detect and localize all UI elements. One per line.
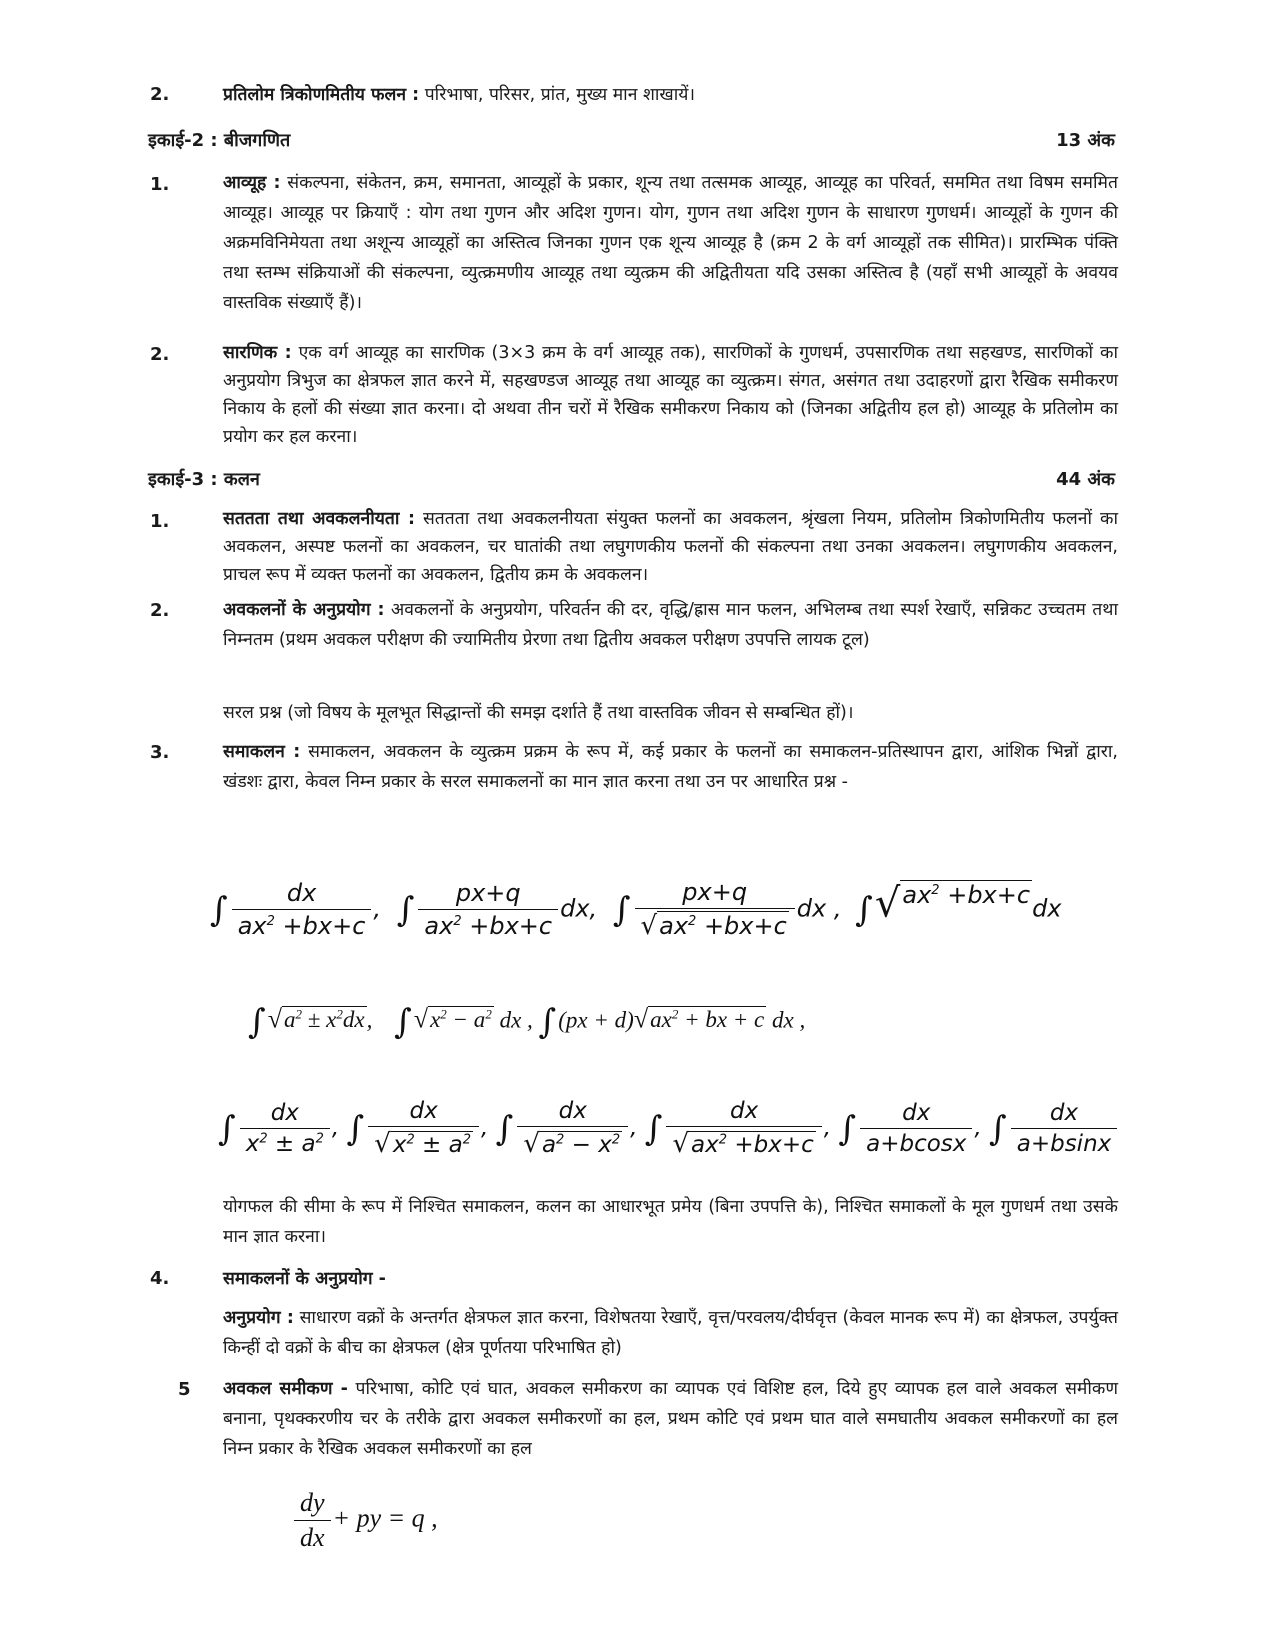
item-text: अवकलनों के अनुप्रयोग, परिवर्तन की दर, वृद्धि/ह्रास मान फलन, अभिलम्ब तथा स्पर्श रेखाएँ, सन्निकट उच्चतम तथा निम्नतम (प्रथम अवकल परीक्षण की ज्यामितीय प्रेरणा तथा द्वितीय अवकल परीक्षण उपपत्ति लायक टूल) [223,600,1118,650]
item-number: 3. [150,742,170,763]
fraction: $\frac{dx}{ax^2 +bx+c}$ [232,879,372,940]
item-number: 5 [178,1379,191,1400]
integral-sign-icon: ∫ [396,889,415,930]
item-title: अनुप्रयोग : [223,1308,294,1328]
inverse-trig-item [223,80,1118,110]
integral-sign-icon: ∫ [248,1002,266,1042]
item-text: एक वर्ग आव्यूह का सारणिक (3×3 क्रम के वर्ग आव्यूह तक), सारणिकों के गुणधर्म, उपसारणिक तथा सहखण्ड, सारणिकों का अनुप्रयोग त्रिभुज का क्षेत्रफल ज्ञात करने में, सहखण्डज आव्यूह तथा आव्यूह का व्युत्क्रम। संगत, असंगत तथा उदाहरणों द्वारा रैखिक समीकरण निकाय के हलों की संख्या ज्ञात करना। दो अथवा तीन चरों में रैखिक समीकरण निकाय को (जिनका अद्वितीय हल हो) आव्यूह के प्रतिलोम का प्रयोग कर हल करना। [223,343,1118,447]
item-title: अवकलनों के अनुप्रयोग : [223,600,385,620]
integral-sign-icon: ∫ [538,1002,557,1042]
item-text: परिभाषा, कोटि एवं घात, अवकल समीकरण का व्यापक एवं विशिष्ट हल, दिये हुए व्यापक हल वाले अवकल समीकण बनाना, पृथक्करणीय चर के तरीके द्वारा अवकल समीकरणों का हल, प्रथम कोटि एवं प्रथम घात वाले समघातीय अवकल समीकरणों का हल निम्न प्रकार के रैखिक अवकल समीकरणों का हल [223,1379,1118,1459]
integral-sign-icon: ∫ [612,889,631,930]
integral-applications-item [223,1303,1118,1363]
integral-sign-icon: ∫ [495,1108,514,1149]
item-text: संकल्पना, संकेतन, क्रम, समानता, आव्यूहों के प्रकार, शून्य तथा तत्समक आव्यूह, आव्यूह का परिवर्त, सममित तथा विषम सममित आव्यूह। आव्यूह पर क्रियाएँ : योग तथा गुणन और अदिश गुणन। योग, गुणन तथा अदिश गुणन के साधारण गुणधर्म। आव्यूहों के गुणन की अक्रमविनिमेयता तथा अशून्य आव्यूहों का अस्तित्व जिनका गुणन एक शून्य आव्यूह है (क्रम 2 के वर्ग आव्यूहों तक सीमित)। प्रारम्भिक पंक्ति तथा स्तम्भ संक्रियाओं की संकल्पना, व्युत्क्रमणीय आव्यूह तथा व्युत्क्रम की अद्वितीयता यदि उसका अस्तित्व है (यहाँ सभी आव्यूहों के अवयव वास्तविक संख्याएँ हैं)। [223,173,1118,313]
matrix-item [223,168,1118,318]
differential-equations-item [223,1374,1118,1464]
item-title: आव्यूह : [223,173,281,193]
item-number: 1. [150,511,170,532]
integral-sign-icon: ∫ [394,1002,412,1042]
item-number: 2. [150,600,170,621]
unit-marks: 13 अंक [1056,130,1115,151]
continuity-item [223,505,1118,589]
item-number: 2. [150,84,170,105]
fraction: $\frac{px+q}{√ax^2 +bx+c}$ [635,878,795,941]
integration-item [223,737,1118,797]
fraction: $\frac{dx}{√a^2 - x^2}$ [517,1098,628,1159]
fraction: $\frac{px+q}{ax^2 +bx+c}$ [418,879,558,940]
integral-sign-icon: ∫ [346,1108,365,1149]
integral-sign-icon: ∫ [210,889,228,930]
item-number: 2. [150,344,170,365]
determinant-item [223,339,1118,451]
integral-formula-row-2: $\int√a^2 \pm x^2dx$, $\int√x^2 - a^2$ dx , $\int(px + d)√ax^2$ + bx + c dx , [248,1002,806,1042]
item-title: प्रतिलोम त्रिकोणमितीय फलन : [223,85,420,105]
integral-sign-icon: ∫ [644,1108,663,1149]
item-title: समाकलनों के अनुप्रयोग - [223,1269,386,1289]
item-title: सततता तथा अवकलनीयता : [223,509,415,529]
item-text: परिभाषा, परिसर, प्रांत, मुख्य मान शाखायें। [419,85,696,105]
fraction: $\frac{dx}{x^2 \pm a^2}$ [240,1100,330,1157]
integral-sign-icon: ∫ [989,1108,1007,1149]
item-title: सारणिक : [223,343,292,363]
item-text: सततता तथा अवकलनीयता संयुक्त फलनों का अवकलन, श्रृंखला नियम, प्रतिलोम त्रिकोणमितीय फलनों का अवकलन, अस्पष्ट फलनों का अवकलन, चर घातांकी तथा लघुगणकीय फलनों की संकल्पना तथा उनका अवकलन। लघुगणकीय अवकलन, प्राचल रूप में व्यक्त फलनों का अवकलन, द्वितीय क्रम के अवकलन। [223,509,1118,585]
item-text: समाकलन, अवकलन के व्युत्क्रम प्रक्रम के रूप में, कई प्रकार के फलनों का समाकलन-प्रतिस्थापन द्वारा, आंशिक भिन्नों द्वारा, खंडशः द्वारा, केवल निम्न प्रकार के सरल समाकलनों का मान ज्ञात करना तथा उन पर आधारित प्रश्न - [223,742,1118,792]
linear-de-formula: $\frac{dy}{dx}$ + py = q , [292,1488,438,1553]
item-text: साधारण वक्रों के अन्तर्गत क्षेत्रफल ज्ञात करना, विशेषतया रेखाएँ, वृत्त/परवलय/दीर्घवृत्त (केवल मानक रूप में) का क्षेत्रफल, उपर्युक्त किन्हीं दो वक्रों के बीच का क्षेत्रफल (क्षेत्र पूर्णतया परिभाषित हो) [223,1308,1118,1358]
integral-sign-icon: ∫ [855,889,873,930]
derivative-applications-item [223,595,1118,655]
unit-marks: 44 अंक [1056,469,1115,490]
integral-formula-row-1: ∫ $\frac{dx}{ax^2 +bx+c}$ , ∫ $\frac{px+q}{ax^2 +bx+c}$ dx, ∫ $\frac{px+q}{√ax^2 +bx+c}$ dx , $\int√ax^2 +bx+cdx$ [210,878,1062,941]
integral-formula-row-3: ∫ $\frac{dx}{x^2 \pm a^2}$ , ∫ $\frac{dx}{√x^2 \pm a^2}$ , ∫ $\frac{dx}{√a^2 - x^2}$ , ∫ $\frac{dx}{√ax^2 +bx+c}$ , ∫ $\frac{dx}{a+bcosx}$ , ∫ $\frac{dx}{a+bsinx}$ [218,1098,1119,1159]
item-number: 1. [150,174,170,195]
integral-sign-icon: ∫ [838,1108,857,1149]
fraction: $\frac{dx}{a+bsinx}$ [1011,1100,1118,1157]
fraction: $\frac{dx}{a+bcosx}$ [860,1100,972,1157]
fraction: $\frac{dx}{√x^2 \pm a^2}$ [368,1098,479,1159]
item-number: 4. [150,1268,170,1289]
item-title: अवकल समीकण - [223,1379,348,1399]
definite-integral-paragraph: योगफल की सीमा के रूप में निश्चित समाकलन, कलन का आधारभूत प्रमेय (बिना उपपत्ति के), निश्चित समाकलों के मूल गुणधर्म तथा उसके मान ज्ञात करना। [223,1197,1118,1247]
simple-questions-note: सरल प्रश्न (जो विषय के मूलभूत सिद्धान्तों की समझ दर्शाते हैं तथा वास्तविक जीवन से सम्बन्धित हों)। [223,703,854,723]
fraction: $\frac{dy}{dx}$ [294,1488,331,1553]
item-title: समाकलन : [223,742,301,762]
fraction: $\frac{dx}{√ax^2 +bx+c}$ [666,1098,821,1159]
unit-heading: इकाई-2 : बीजगणित [148,130,291,151]
integral-applications-title [223,1264,1118,1294]
integral-sign-icon: ∫ [218,1108,236,1149]
unit-heading: इकाई-3 : कलन [148,469,260,490]
